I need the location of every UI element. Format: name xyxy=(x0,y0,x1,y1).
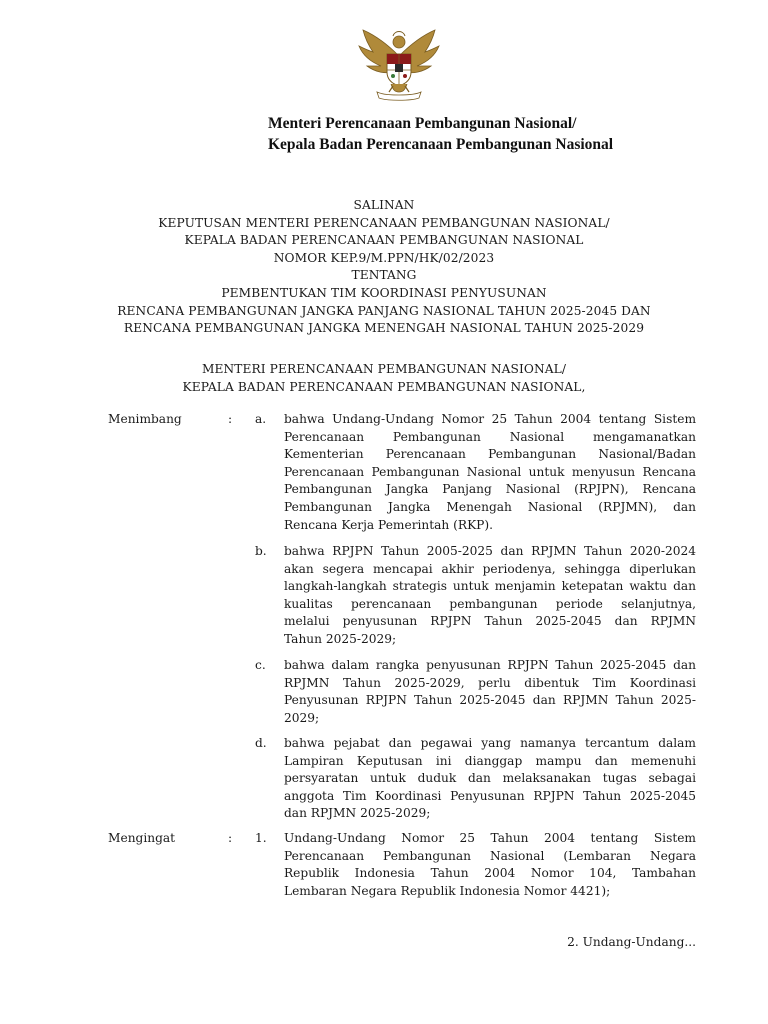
decree-subject: PEMBENTUKAN TIM KOORDINASI PENYUSUNAN xyxy=(221,285,547,300)
heading-copy-label: SALINAN xyxy=(353,198,415,212)
ministry-line-2: Kepala Badan Perencanaan Pembangunan Nasional xyxy=(268,136,614,153)
text-line: Lampiran Keputusan ini dianggap mampu dan memenuhi xyxy=(284,753,696,768)
menimbang-item-d xyxy=(284,735,696,823)
text-line: Penyusunan RPJPN Tahun 2025-2045 dan RPJMN Tahun 2025- xyxy=(284,693,696,708)
text-line: Pembangunan Jangka Menengah Nasional (RPJMN), dan xyxy=(284,499,696,514)
text-line: Tahun 2025-2029; xyxy=(284,631,397,646)
menimbang-colon: : xyxy=(228,412,233,426)
decree-heading xyxy=(0,197,768,338)
text-line: Republik Indonesia Tahun 2004 Nomor 104, Tambahan xyxy=(284,866,696,881)
mengingat-colon: : xyxy=(228,831,233,845)
text-line: kualitas perencanaan pembangunan periode selanjutnya, xyxy=(284,596,696,611)
text-line: Perencanaan Pembangunan Nasional (Lembaran Negara xyxy=(284,848,696,863)
menimbang-item-c xyxy=(284,657,696,727)
text-line: Pembangunan Jangka Panjang Nasional (RPJPN), Rencana xyxy=(284,482,696,497)
text-line: Rencana Kerja Pemerintah (RKP). xyxy=(284,517,494,532)
item-marker: c. xyxy=(255,658,266,672)
menimbang-label: Menimbang xyxy=(108,412,182,426)
text-line: Kementerian Perencanaan Pembangunan Nasional/Badan xyxy=(284,447,696,462)
text-line: melalui penyusunan RPJPN Tahun 2025-2045 dan RPJMN xyxy=(284,614,696,629)
page-continuation: 2. Undang-Undang... xyxy=(567,935,696,949)
ministry-line-1: Menteri Perencanaan Pembangunan Nasional/ xyxy=(268,115,577,132)
minister-line: KEPALA BADAN PERENCANAAN PEMBANGUNAN NASIONAL, xyxy=(182,379,586,394)
menimbang-item-b xyxy=(284,543,696,649)
minister-heading xyxy=(0,361,768,396)
text-line: 2029; xyxy=(284,710,320,725)
text-line: bahwa Undang-Undang Nomor 25 Tahun 2004 tentang Sistem xyxy=(284,412,696,426)
text-line: anggota Tim Koordinasi Penyusunan RPJPN Tahun 2025-2045 xyxy=(284,788,696,803)
item-marker: 1. xyxy=(255,831,267,845)
text-line: dan RPJMN 2025-2029; xyxy=(284,806,431,821)
text-line: persyaratan untuk duduk dan melaksanakan tugas sebagai xyxy=(284,771,696,786)
text-line: Undang-Undang Nomor 25 Tahun 2004 tentang Sistem xyxy=(284,831,696,845)
text-line: Perencanaan Pembangunan Nasional mengamanatkan xyxy=(284,429,696,444)
heading-line: KEPUTUSAN MENTERI PERENCANAAN PEMBANGUNAN NASIONAL/ xyxy=(158,215,610,230)
minister-line: MENTERI PERENCANAAN PEMBANGUNAN NASIONAL/ xyxy=(201,362,567,376)
text-line: RPJMN Tahun 2025-2029, perlu dibentuk Tim Koordinasi xyxy=(284,675,696,690)
heading-line: TENTANG xyxy=(351,268,417,283)
text-line: bahwa pejabat dan pegawai yang namanya tercantum dalam xyxy=(284,736,696,750)
text-line: Lembaran Negara Republik Indonesia Nomor 4421); xyxy=(284,883,611,898)
text-line: bahwa dalam rangka penyusunan RPJPN Tahun 2025-2045 dan xyxy=(284,658,696,672)
item-marker: b. xyxy=(255,544,267,558)
decree-number: NOMOR KEP.9/M.PPN/HK/02/2023 xyxy=(273,250,495,265)
garuda-emblem-icon xyxy=(355,26,443,102)
text-line: langkah-langkah strategis untuk menjamin ketepatan waktu dan xyxy=(284,579,696,594)
decree-subject: RENCANA PEMBANGUNAN JANGKA MENENGAH NASIONAL TAHUN 2025-2029 xyxy=(123,321,645,336)
text-line: akan segera mencapai akhir periodenya, sehingga diperlukan xyxy=(284,561,696,576)
item-marker: a. xyxy=(255,412,267,426)
heading-line: KEPALA BADAN PERENCANAAN PEMBANGUNAN NASIONAL xyxy=(184,233,584,248)
menimbang-item-a xyxy=(284,411,696,534)
mengingat-item-1 xyxy=(284,830,696,900)
text-line: Perencanaan Pembangunan Nasional untuk menyusun Rencana xyxy=(284,464,696,479)
mengingat-label: Mengingat xyxy=(108,831,176,845)
item-marker: d. xyxy=(255,736,267,750)
decree-subject: RENCANA PEMBANGUNAN JANGKA PANJANG NASIONAL TAHUN 2025-2045 DAN xyxy=(117,303,651,318)
text-line: bahwa RPJPN Tahun 2005-2025 dan RPJMN Tahun 2020-2024 xyxy=(284,544,696,558)
ministry-letterhead xyxy=(268,113,688,155)
